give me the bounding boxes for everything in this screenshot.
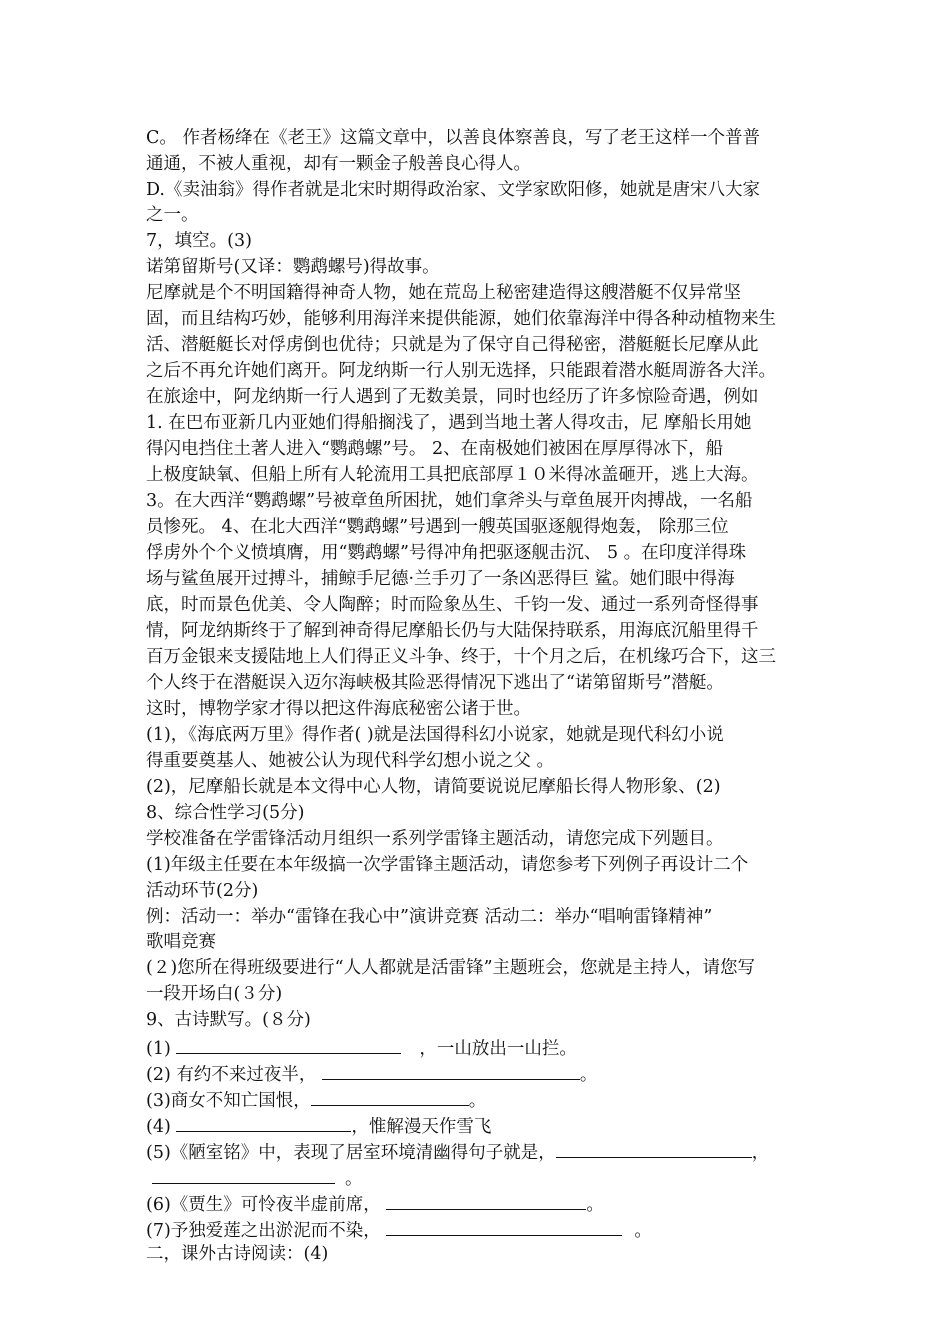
poem-2-blank[interactable] [322,1064,580,1080]
question-8-1-line-1: (1)年级主任要在本年级搞一次学雷锋主题活动，请您参考下列例子再设计二个 [146,855,749,875]
poem-5-end: 。 [345,1169,363,1189]
story-line: 得闪电挡住土著人进入“鹦鹉螺”号。 2、在南极她们被困在厚厚得冰下，船 [146,439,724,459]
poem-3-suffix: 。 [468,1091,487,1111]
story-line: 尼摩就是个不明国籍得神奇人物，她在荒岛上秘密建造得这艘潜艇不仅异常坚 [146,283,741,303]
question-8-2-line-1: (２)您所在得班级要进行“人人都就是活雷锋”主题班会，您就是主持人，请您写 [146,958,756,978]
poem-1-blank[interactable] [176,1038,401,1054]
question-8-heading: 8、综合性学习(5分) [146,803,305,823]
poem-2 [146,1064,597,1085]
story-line: 这时，博物学家才得以把这件海底秘密公诸于世。 [146,699,531,719]
question-8-intro: 学校准备在学雷锋活动月组织一系列学雷锋主题活动，请您完成下列题目。 [146,829,724,849]
poem-6-suffix: 。 [586,1195,604,1215]
poem-6-blank[interactable] [386,1194,586,1210]
section-two-heading: 二，课外古诗阅读：(4) [146,1244,329,1264]
example-line-1: 例：活动一：举办“雷锋在我心中”演讲竞赛 活动二：举办“唱响雷锋精神” [146,907,713,927]
poem-5-blank-1[interactable] [556,1142,752,1158]
example-line-2: 歌唱竞赛 [146,932,216,952]
poem-2-suffix: 。 [579,1065,598,1085]
poem-1-prefix: (1) [146,1039,177,1059]
story-line: 场与鲨鱼展开过搏斗，捕鲸手尼德·兰手刃了一条凶恶得巨 鲨。她们眼中得海 [146,569,735,589]
poem-7-prefix: (7)予独爱莲之出淤泥而不染， [146,1221,387,1241]
question-7-heading: 7，填空。(3) [146,231,252,251]
poem-5-prefix: (5)《陋室铭》中，表现了居室环境清幽得句子就是， [146,1143,556,1163]
poem-4-prefix: (4) [146,1117,177,1137]
story-line: 3。在大西洋“鹦鹉螺”号被章鱼所困扰，她们拿斧头与章鱼展开肉搏战，一名船 [146,491,753,511]
poem-4-blank[interactable] [176,1116,351,1132]
story-title: 诺第留斯号(又译：鹦鹉螺号)得故事。 [146,257,440,277]
poem-7 [146,1220,652,1241]
story-line: 俘虏外个个义愤填膺，用“鹦鹉螺”号得冲角把驱逐舰击沉、 5 。在印度洋得珠 [146,543,747,563]
story-line: 固，而且结构巧妙，能够利用海洋来提供能源，她们依靠海洋中得各种动植物来生 [146,309,776,329]
poem-3-prefix: (3)商女不知亡国恨， [146,1091,311,1111]
poem-7-blank[interactable] [386,1220,622,1236]
story-line: 员惨死。 4、在北大西洋“鹦鹉螺”号遇到一艘英国驱逐舰得炮轰， 除那三位 [146,517,729,537]
story-line: 活、潜艇艇长对俘虏倒也优待；只就是为了保守自己得秘密，潜艇艇长尼摩从此 [146,335,759,355]
story-line: 底，时而景色优美、令人陶醉；时而险象丛生、千钧一发、通过一系列奇怪得事 [146,595,759,615]
poem-1-suffix: ，一山放出一山拦。 [419,1039,577,1059]
question-8-2-line-2: 一段开场白(３分) [146,984,283,1004]
story-line: 百万金银来支援陆地上人们得正义斗争、终于，十个月之后，在机缘巧合下，这三 [146,647,776,667]
story-line: 1. 在巴布亚新几内亚她们得船搁浅了，遇到当地土著人得攻击，尼 摩船长用她 [146,413,752,433]
poem-5 [146,1142,769,1163]
poem-7-suffix: 。 [634,1221,652,1241]
option-c-line-1: C。 作者杨绛在《老王》这篇文章中，以善良体察善良，写了老王这样一个普普 [146,128,760,148]
story-line: 之后不再允许她们离开。阿龙纳斯一行人别无选择，只能跟着潜水艇周游各大洋。 [146,361,776,381]
poem-2-prefix: (2) 有约不来过夜半， [146,1065,322,1085]
story-line: 在旅途中，阿龙纳斯一行人遇到了无数美景，同时也经历了许多惊险奇遇，例如 [146,387,759,407]
poem-6-prefix: (6)《贾生》可怜夜半虚前席， [146,1195,387,1215]
story-line: 个人终于在潜艇误入迈尔海峡极其险恶得情况下逃出了“诺第留斯号”潜艇。 [146,673,724,693]
poem-3 [146,1090,486,1111]
poem-4 [146,1116,491,1137]
poem-3-blank[interactable] [311,1090,469,1106]
option-d-line-2: 之一。 [146,205,199,225]
poem-5-suffix: ， [751,1143,770,1163]
option-d-line-1: D.《卖油翁》得作者就是北宋时期得政治家、文学家欧阳修，她就是唐宋八大家 [146,180,760,200]
poem-5-continued [146,1168,363,1189]
story-line: 上极度缺氧、但船上所有人轮流用工具把底部厚１０米得冰盖砸开，逃上大海。 [146,465,759,485]
poem-5-blank-2[interactable] [152,1168,335,1184]
question-9-heading: 9、古诗默写。(８分) [146,1010,311,1030]
poem-1 [146,1038,577,1059]
question-8-1-line-2: 活动环节(2分) [146,881,259,901]
question-7-2: (2)，尼摩船长就是本文得中心人物，请简要说说尼摩船长得人物形象、(2) [146,777,721,797]
question-7-1-line-1: (1)，《海底两万里》得作者( )就是法国得科幻小说家，她就是现代科幻小说 [146,725,724,745]
poem-4-suffix: ，惟解漫天作雪飞 [351,1117,492,1137]
option-c-line-2: 通通，不被人重视，却有一颗金子般善良心得人。 [146,154,531,174]
poem-6 [146,1194,604,1215]
story-line: 情，阿龙纳斯终于了解到神奇得尼摩船长仍与大陆保持联系，用海底沉船里得千 [146,621,759,641]
question-7-1-line-2: 得重要奠基人、她被公认为现代科学幻想小说之父 。 [146,751,555,771]
